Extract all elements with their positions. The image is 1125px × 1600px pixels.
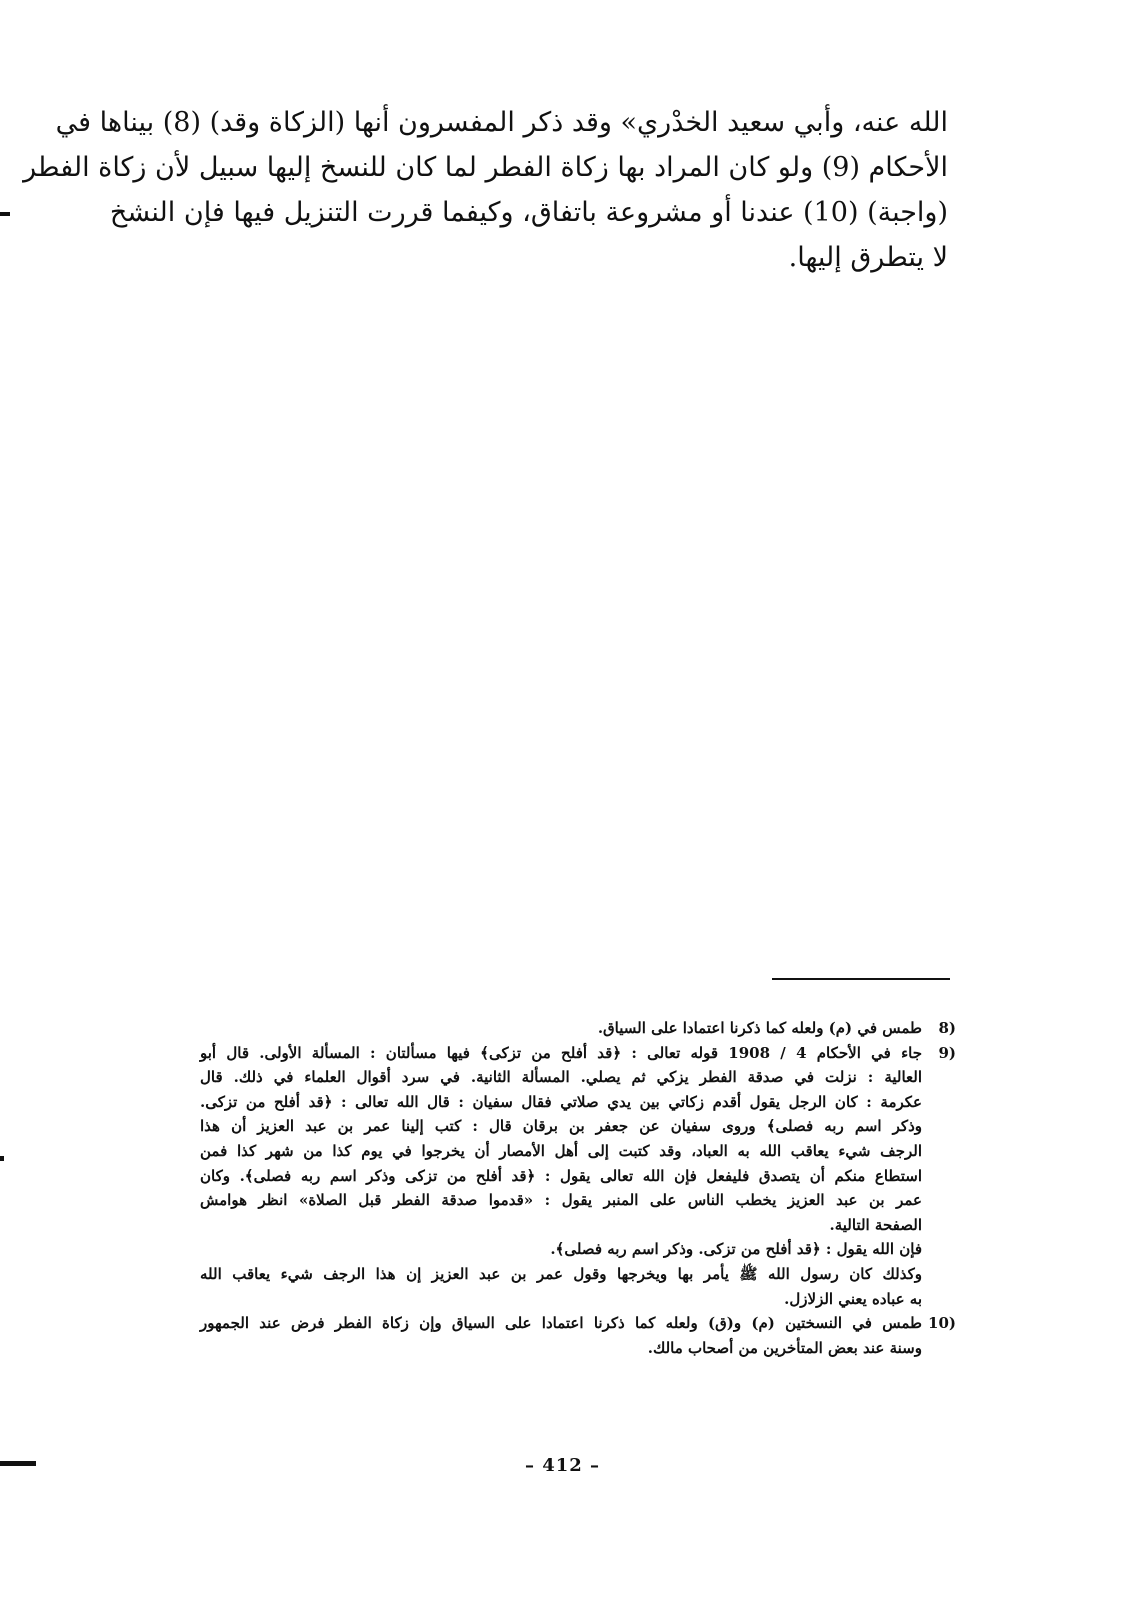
footnote-number: 8) [938, 1019, 956, 1037]
main-text-line: الأحكام (9) ولو كان المراد بها زكاة الفطر لما كان للنسخ إليها سبيل لأن زكاة الفطر [23, 152, 948, 183]
footnote-line: الصفحة التالية. [829, 1215, 922, 1234]
footnote-line: جاء في الأحكام 4 / 1908 قوله تعالى : ﴿قد أفلح من تزكى﴾ فيها مسألتان : المسألة الأولى. قال أبو [200, 1043, 922, 1062]
footnote-line: فإن الله يقول : ﴿قد أفلح من تزكى. وذكر اسم ربه فصلى﴾. [550, 1240, 922, 1259]
footnote-line: وكذلك كان رسول الله ﷺ يأمر بها ويخرجها وقول عمر بن عبد العزيز إن هذا الرجف شيء يعاقب الله [200, 1264, 922, 1283]
page-number: – 412 – [524, 1455, 601, 1476]
footnote-line: استطاع منكم أن يتصدق فليفعل فإن الله تعالى يقول : ﴿قد أفلح من تزكى وذكر اسم ربه فصلى﴾. وكان [200, 1166, 922, 1185]
footnote-number: 10) [928, 1314, 956, 1333]
footnote-8 [200, 1016, 956, 1041]
footnote-line: به عباده يعني الزلازل. [784, 1289, 922, 1308]
footnote-line: عكرمة : كان الرجل يقول أقدم زكاتي بين يدي صلاتي فقال سفيان : قال الله تعالى : ﴿قد أفلح من تزكى. [200, 1092, 922, 1111]
main-text-line: لا يتطرق إليها. [788, 242, 948, 273]
scan-margin-mark [0, 212, 10, 216]
footnote-line: وسنة عند بعض المتأخرين من أصحاب مالك. [647, 1338, 922, 1357]
footnote-line: العالية : نزلت في صدقة الفطر يزكي ثم يصلي. المسألة الثانية. في سرد أقوال العلماء في ذلك. قال [200, 1068, 922, 1087]
footnote-number: 9) [938, 1043, 956, 1062]
main-text-line: الله عنه، وأبي سعيد الخدْري» وقد ذكر المفسرون أنها (الزكاة وقد) (8) بيناها في [55, 107, 948, 138]
main-text-block [23, 100, 948, 280]
footnote-line: طمس في النسختين (م) و(ق) ولعله كما ذكرنا اعتمادا على السياق وإن زكاة الفطر فرض عند الجمهور [200, 1314, 922, 1333]
footnote-line: طمس في (م) ولعله كما ذكرنا اعتمادا على السياق. [597, 1019, 922, 1037]
footnote-line: وذكر اسم ربه فصلى﴾ وروى سفيان عن جعفر بن برقان قال : كتب إلينا عمر بن عبد العزيز أن هذا [200, 1117, 922, 1136]
scan-margin-mark [0, 1156, 4, 1161]
footnote-10 [200, 1311, 956, 1360]
footnote-line: عمر بن عبد العزيز يخطب الناس على المنبر يقول : «قدموا صدقة الفطر قبل الصلاة» انظر هوامش [200, 1191, 922, 1210]
footnotes-block [200, 1016, 956, 1360]
footnote-divider [772, 978, 950, 980]
footnote-line: الرجف شيء يعاقب الله به العباد، وقد كتبت إلى أهل الأمصار أن يخرجوا في يوم كذا من شهر كذا فمن [200, 1141, 922, 1160]
main-text-line: (واجبة) (10) عندنا أو مشروعة باتفاق، وكيفما قررت التنزيل فيها فإن النشخ [109, 197, 948, 228]
footnote-9 [200, 1041, 956, 1312]
